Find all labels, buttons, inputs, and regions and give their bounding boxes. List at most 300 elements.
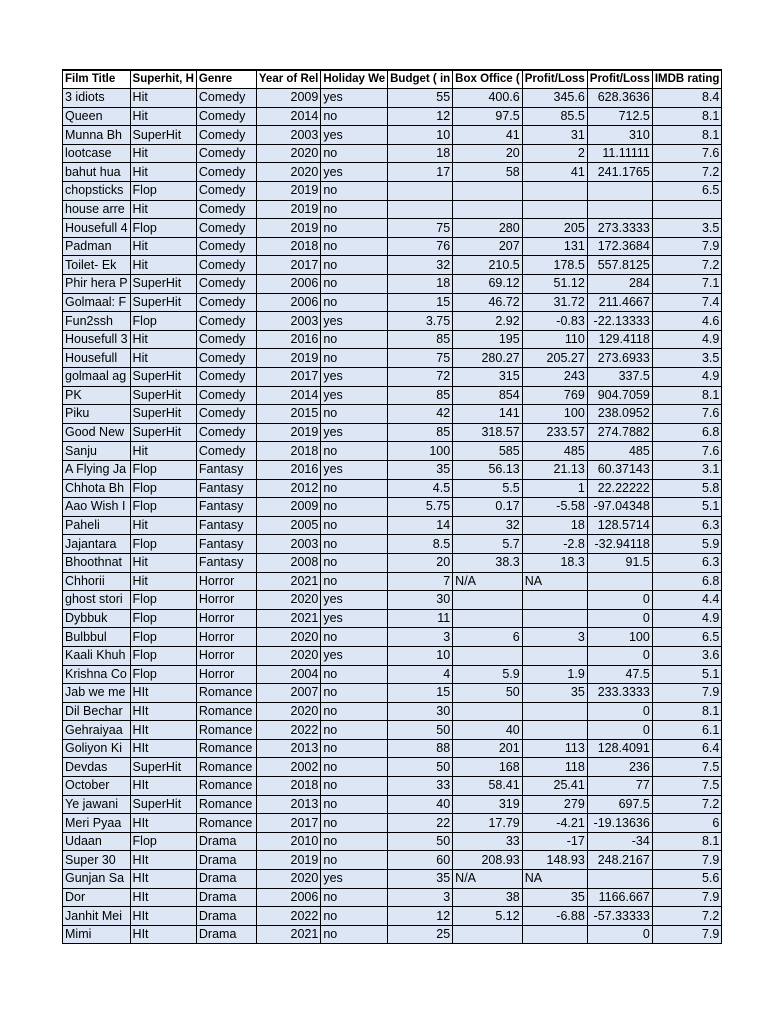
cell-profit-loss[interactable]: 31.72 bbox=[522, 293, 587, 312]
cell-box-office[interactable]: 5.9 bbox=[453, 665, 523, 684]
column-header-box-office[interactable]: Box Office ( bbox=[453, 70, 523, 89]
cell-profit-loss[interactable]: 35 bbox=[522, 888, 587, 907]
cell-budget[interactable]: 10 bbox=[388, 126, 453, 145]
cell-profit-loss[interactable]: 18 bbox=[522, 516, 587, 535]
cell-box-office[interactable] bbox=[453, 591, 523, 610]
cell-profit-loss[interactable]: -17 bbox=[522, 832, 587, 851]
column-header-rating-class[interactable]: Superhit, H bbox=[130, 70, 196, 89]
cell-profit-loss-pct[interactable]: 697.5 bbox=[587, 795, 652, 814]
cell-profit-loss-pct[interactable]: -57.33333 bbox=[587, 907, 652, 926]
cell-genre[interactable]: Comedy bbox=[196, 442, 256, 461]
cell-profit-loss[interactable] bbox=[522, 591, 587, 610]
cell-holiday-week[interactable]: no bbox=[321, 907, 388, 926]
cell-budget[interactable]: 3 bbox=[388, 628, 453, 647]
cell-profit-loss[interactable] bbox=[522, 200, 587, 219]
cell-box-office[interactable]: 0.17 bbox=[453, 498, 523, 517]
cell-profit-loss[interactable]: 118 bbox=[522, 758, 587, 777]
cell-box-office[interactable]: 40 bbox=[453, 721, 523, 740]
cell-imdb-rating[interactable]: 7.2 bbox=[652, 795, 722, 814]
cell-release-year[interactable]: 2012 bbox=[256, 479, 320, 498]
cell-box-office[interactable]: 201 bbox=[453, 739, 523, 758]
cell-imdb-rating[interactable]: 5.9 bbox=[652, 535, 722, 554]
cell-film-title[interactable]: October bbox=[63, 777, 131, 796]
cell-release-year[interactable]: 2017 bbox=[256, 256, 320, 275]
cell-release-year[interactable]: 2019 bbox=[256, 349, 320, 368]
cell-budget[interactable]: 88 bbox=[388, 739, 453, 758]
cell-profit-loss[interactable]: 243 bbox=[522, 368, 587, 387]
cell-holiday-week[interactable]: yes bbox=[321, 368, 388, 387]
cell-budget[interactable]: 15 bbox=[388, 684, 453, 703]
cell-profit-loss-pct[interactable]: 22.22222 bbox=[587, 479, 652, 498]
cell-rating-class[interactable]: Flop bbox=[130, 832, 196, 851]
cell-box-office[interactable]: 195 bbox=[453, 330, 523, 349]
cell-box-office[interactable]: 141 bbox=[453, 405, 523, 424]
cell-film-title[interactable]: Bhoothnat bbox=[63, 553, 131, 572]
cell-holiday-week[interactable]: no bbox=[321, 219, 388, 238]
cell-rating-class[interactable]: Hit bbox=[130, 349, 196, 368]
cell-budget[interactable]: 55 bbox=[388, 89, 453, 108]
cell-genre[interactable]: Fantasy bbox=[196, 460, 256, 479]
cell-holiday-week[interactable]: no bbox=[321, 795, 388, 814]
cell-rating-class[interactable]: HIt bbox=[130, 814, 196, 833]
cell-profit-loss[interactable]: 2 bbox=[522, 144, 587, 163]
cell-box-office[interactable] bbox=[453, 182, 523, 201]
cell-box-office[interactable]: N/A bbox=[453, 572, 523, 591]
cell-release-year[interactable]: 2006 bbox=[256, 293, 320, 312]
cell-holiday-week[interactable]: no bbox=[321, 758, 388, 777]
cell-profit-loss-pct[interactable]: 557.8125 bbox=[587, 256, 652, 275]
cell-release-year[interactable]: 2015 bbox=[256, 405, 320, 424]
cell-genre[interactable]: Comedy bbox=[196, 405, 256, 424]
cell-genre[interactable]: Romance bbox=[196, 684, 256, 703]
cell-profit-loss-pct[interactable]: 236 bbox=[587, 758, 652, 777]
cell-holiday-week[interactable]: no bbox=[321, 479, 388, 498]
cell-genre[interactable]: Comedy bbox=[196, 163, 256, 182]
cell-genre[interactable]: Drama bbox=[196, 832, 256, 851]
cell-profit-loss-pct[interactable]: 0 bbox=[587, 702, 652, 721]
cell-box-office[interactable]: 56.13 bbox=[453, 460, 523, 479]
cell-imdb-rating[interactable]: 7.4 bbox=[652, 293, 722, 312]
cell-rating-class[interactable]: Flop bbox=[130, 182, 196, 201]
cell-imdb-rating[interactable]: 4.4 bbox=[652, 591, 722, 610]
cell-imdb-rating[interactable]: 6.3 bbox=[652, 553, 722, 572]
cell-profit-loss[interactable]: 21.13 bbox=[522, 460, 587, 479]
cell-release-year[interactable]: 2007 bbox=[256, 684, 320, 703]
cell-film-title[interactable]: Housefull 3 bbox=[63, 330, 131, 349]
cell-film-title[interactable]: Gunjan Sa bbox=[63, 870, 131, 889]
cell-genre[interactable]: Romance bbox=[196, 702, 256, 721]
cell-profit-loss-pct[interactable]: 628.3636 bbox=[587, 89, 652, 108]
cell-release-year[interactable]: 2003 bbox=[256, 312, 320, 331]
cell-genre[interactable]: Drama bbox=[196, 888, 256, 907]
cell-rating-class[interactable]: Hit bbox=[130, 442, 196, 461]
cell-rating-class[interactable]: SuperHit bbox=[130, 126, 196, 145]
cell-release-year[interactable]: 2004 bbox=[256, 665, 320, 684]
cell-film-title[interactable]: house arre bbox=[63, 200, 131, 219]
cell-rating-class[interactable]: SuperHit bbox=[130, 293, 196, 312]
cell-holiday-week[interactable]: no bbox=[321, 237, 388, 256]
cell-imdb-rating[interactable]: 6.8 bbox=[652, 572, 722, 591]
cell-box-office[interactable]: 400.6 bbox=[453, 89, 523, 108]
cell-film-title[interactable]: ghost stori bbox=[63, 591, 131, 610]
cell-release-year[interactable]: 2005 bbox=[256, 516, 320, 535]
cell-profit-loss-pct[interactable]: 241.1765 bbox=[587, 163, 652, 182]
cell-profit-loss[interactable]: -4.21 bbox=[522, 814, 587, 833]
cell-rating-class[interactable]: HIt bbox=[130, 721, 196, 740]
cell-imdb-rating[interactable]: 6.3 bbox=[652, 516, 722, 535]
cell-genre[interactable]: Drama bbox=[196, 925, 256, 944]
cell-genre[interactable]: Romance bbox=[196, 721, 256, 740]
cell-budget[interactable]: 76 bbox=[388, 237, 453, 256]
cell-film-title[interactable]: Ye jawani bbox=[63, 795, 131, 814]
cell-profit-loss[interactable]: -6.88 bbox=[522, 907, 587, 926]
cell-budget[interactable]: 3.75 bbox=[388, 312, 453, 331]
cell-profit-loss[interactable]: 3 bbox=[522, 628, 587, 647]
cell-imdb-rating[interactable]: 7.6 bbox=[652, 442, 722, 461]
cell-box-office[interactable]: 5.7 bbox=[453, 535, 523, 554]
cell-budget[interactable]: 12 bbox=[388, 907, 453, 926]
cell-rating-class[interactable]: SuperHit bbox=[130, 423, 196, 442]
cell-profit-loss[interactable] bbox=[522, 646, 587, 665]
cell-holiday-week[interactable]: no bbox=[321, 256, 388, 275]
cell-imdb-rating[interactable]: 7.9 bbox=[652, 684, 722, 703]
cell-imdb-rating[interactable]: 6.5 bbox=[652, 182, 722, 201]
cell-box-office[interactable]: 6 bbox=[453, 628, 523, 647]
cell-rating-class[interactable]: Hit bbox=[130, 200, 196, 219]
cell-holiday-week[interactable]: yes bbox=[321, 386, 388, 405]
cell-imdb-rating[interactable]: 7.9 bbox=[652, 888, 722, 907]
cell-profit-loss-pct[interactable]: 273.3333 bbox=[587, 219, 652, 238]
cell-imdb-rating[interactable]: 8.4 bbox=[652, 89, 722, 108]
cell-profit-loss-pct[interactable]: 91.5 bbox=[587, 553, 652, 572]
cell-release-year[interactable]: 2021 bbox=[256, 572, 320, 591]
cell-film-title[interactable]: Udaan bbox=[63, 832, 131, 851]
cell-release-year[interactable]: 2018 bbox=[256, 237, 320, 256]
cell-rating-class[interactable]: SuperHit bbox=[130, 368, 196, 387]
cell-release-year[interactable]: 2002 bbox=[256, 758, 320, 777]
cell-profit-loss-pct[interactable]: 0 bbox=[587, 925, 652, 944]
cell-rating-class[interactable]: Hit bbox=[130, 89, 196, 108]
cell-holiday-week[interactable]: no bbox=[321, 516, 388, 535]
cell-budget[interactable]: 35 bbox=[388, 460, 453, 479]
cell-profit-loss[interactable]: NA bbox=[522, 572, 587, 591]
cell-profit-loss[interactable]: 31 bbox=[522, 126, 587, 145]
cell-imdb-rating[interactable]: 7.5 bbox=[652, 758, 722, 777]
column-header-release-year[interactable]: Year of Rel bbox=[256, 70, 320, 89]
cell-film-title[interactable]: Golmaal: F bbox=[63, 293, 131, 312]
cell-profit-loss[interactable]: 41 bbox=[522, 163, 587, 182]
cell-imdb-rating[interactable]: 8.1 bbox=[652, 702, 722, 721]
cell-box-office[interactable]: 97.5 bbox=[453, 107, 523, 126]
cell-profit-loss[interactable]: 178.5 bbox=[522, 256, 587, 275]
cell-box-office[interactable]: 58.41 bbox=[453, 777, 523, 796]
cell-imdb-rating[interactable]: 7.6 bbox=[652, 144, 722, 163]
cell-profit-loss[interactable]: 35 bbox=[522, 684, 587, 703]
cell-holiday-week[interactable]: no bbox=[321, 442, 388, 461]
cell-genre[interactable]: Comedy bbox=[196, 144, 256, 163]
cell-genre[interactable]: Comedy bbox=[196, 89, 256, 108]
cell-profit-loss[interactable]: NA bbox=[522, 870, 587, 889]
cell-holiday-week[interactable]: no bbox=[321, 107, 388, 126]
cell-genre[interactable]: Comedy bbox=[196, 126, 256, 145]
cell-genre[interactable]: Drama bbox=[196, 907, 256, 926]
cell-film-title[interactable]: Padman bbox=[63, 237, 131, 256]
cell-rating-class[interactable]: HIt bbox=[130, 702, 196, 721]
column-header-genre[interactable]: Genre bbox=[196, 70, 256, 89]
cell-budget[interactable]: 10 bbox=[388, 646, 453, 665]
cell-release-year[interactable]: 2021 bbox=[256, 609, 320, 628]
cell-release-year[interactable]: 2018 bbox=[256, 777, 320, 796]
cell-rating-class[interactable]: HIt bbox=[130, 888, 196, 907]
column-header-profit-loss-pct[interactable]: Profit/Loss bbox=[587, 70, 652, 89]
cell-film-title[interactable]: Munna Bh bbox=[63, 126, 131, 145]
cell-box-office[interactable]: 5.5 bbox=[453, 479, 523, 498]
cell-rating-class[interactable]: Flop bbox=[130, 591, 196, 610]
cell-budget[interactable] bbox=[388, 200, 453, 219]
cell-film-title[interactable]: Jajantara bbox=[63, 535, 131, 554]
cell-budget[interactable]: 75 bbox=[388, 219, 453, 238]
cell-profit-loss-pct[interactable]: 211.4667 bbox=[587, 293, 652, 312]
cell-imdb-rating[interactable]: 7.2 bbox=[652, 907, 722, 926]
cell-budget[interactable]: 11 bbox=[388, 609, 453, 628]
cell-budget[interactable]: 7 bbox=[388, 572, 453, 591]
cell-box-office[interactable]: 319 bbox=[453, 795, 523, 814]
cell-profit-loss-pct[interactable]: 284 bbox=[587, 275, 652, 294]
cell-budget[interactable]: 33 bbox=[388, 777, 453, 796]
cell-imdb-rating[interactable]: 4.9 bbox=[652, 368, 722, 387]
cell-rating-class[interactable]: Flop bbox=[130, 479, 196, 498]
cell-holiday-week[interactable]: no bbox=[321, 851, 388, 870]
cell-holiday-week[interactable]: no bbox=[321, 777, 388, 796]
cell-budget[interactable]: 30 bbox=[388, 591, 453, 610]
cell-holiday-week[interactable]: no bbox=[321, 628, 388, 647]
cell-release-year[interactable]: 2021 bbox=[256, 925, 320, 944]
cell-holiday-week[interactable]: yes bbox=[321, 591, 388, 610]
cell-genre[interactable]: Comedy bbox=[196, 275, 256, 294]
cell-rating-class[interactable]: Flop bbox=[130, 219, 196, 238]
cell-film-title[interactable]: Sanju bbox=[63, 442, 131, 461]
cell-profit-loss-pct[interactable]: 485 bbox=[587, 442, 652, 461]
cell-holiday-week[interactable]: yes bbox=[321, 89, 388, 108]
cell-holiday-week[interactable]: no bbox=[321, 349, 388, 368]
cell-box-office[interactable]: 210.5 bbox=[453, 256, 523, 275]
cell-box-office[interactable]: 46.72 bbox=[453, 293, 523, 312]
cell-profit-loss-pct[interactable]: 11.11111 bbox=[587, 144, 652, 163]
cell-film-title[interactable]: Aao Wish I bbox=[63, 498, 131, 517]
cell-film-title[interactable]: Goliyon Ki bbox=[63, 739, 131, 758]
cell-box-office[interactable]: 17.79 bbox=[453, 814, 523, 833]
cell-box-office[interactable] bbox=[453, 925, 523, 944]
cell-profit-loss-pct[interactable]: -32.94118 bbox=[587, 535, 652, 554]
cell-imdb-rating[interactable] bbox=[652, 200, 722, 219]
cell-film-title[interactable]: PK bbox=[63, 386, 131, 405]
cell-profit-loss-pct[interactable]: 0 bbox=[587, 591, 652, 610]
cell-imdb-rating[interactable]: 7.5 bbox=[652, 777, 722, 796]
cell-profit-loss-pct[interactable]: 712.5 bbox=[587, 107, 652, 126]
cell-box-office[interactable]: 50 bbox=[453, 684, 523, 703]
cell-film-title[interactable]: 3 idiots bbox=[63, 89, 131, 108]
cell-profit-loss-pct[interactable]: 248.2167 bbox=[587, 851, 652, 870]
cell-release-year[interactable]: 2020 bbox=[256, 163, 320, 182]
cell-imdb-rating[interactable]: 7.2 bbox=[652, 163, 722, 182]
cell-profit-loss-pct[interactable] bbox=[587, 182, 652, 201]
cell-budget[interactable]: 35 bbox=[388, 870, 453, 889]
column-header-film-title[interactable]: Film Title bbox=[63, 70, 131, 89]
cell-holiday-week[interactable]: no bbox=[321, 814, 388, 833]
cell-film-title[interactable]: Phir hera P bbox=[63, 275, 131, 294]
cell-box-office[interactable]: 2.92 bbox=[453, 312, 523, 331]
cell-genre[interactable]: Horror bbox=[196, 591, 256, 610]
cell-release-year[interactable]: 2020 bbox=[256, 870, 320, 889]
cell-imdb-rating[interactable]: 5.8 bbox=[652, 479, 722, 498]
cell-genre[interactable]: Horror bbox=[196, 609, 256, 628]
cell-film-title[interactable]: lootcase bbox=[63, 144, 131, 163]
cell-box-office[interactable]: 33 bbox=[453, 832, 523, 851]
cell-film-title[interactable]: Kaali Khuh bbox=[63, 646, 131, 665]
cell-release-year[interactable]: 2016 bbox=[256, 330, 320, 349]
cell-budget[interactable]: 18 bbox=[388, 275, 453, 294]
cell-genre[interactable]: Comedy bbox=[196, 237, 256, 256]
cell-profit-loss[interactable]: 25.41 bbox=[522, 777, 587, 796]
cell-profit-loss-pct[interactable]: 128.4091 bbox=[587, 739, 652, 758]
cell-budget[interactable]: 100 bbox=[388, 442, 453, 461]
cell-release-year[interactable]: 2009 bbox=[256, 89, 320, 108]
cell-profit-loss[interactable] bbox=[522, 702, 587, 721]
cell-genre[interactable]: Comedy bbox=[196, 349, 256, 368]
cell-genre[interactable]: Horror bbox=[196, 628, 256, 647]
cell-genre[interactable]: Comedy bbox=[196, 256, 256, 275]
cell-profit-loss-pct[interactable]: -97.04348 bbox=[587, 498, 652, 517]
cell-profit-loss-pct[interactable]: 233.3333 bbox=[587, 684, 652, 703]
cell-imdb-rating[interactable]: 3.1 bbox=[652, 460, 722, 479]
cell-film-title[interactable]: Housefull bbox=[63, 349, 131, 368]
cell-profit-loss-pct[interactable]: -34 bbox=[587, 832, 652, 851]
cell-profit-loss-pct[interactable] bbox=[587, 870, 652, 889]
cell-profit-loss[interactable]: 51.12 bbox=[522, 275, 587, 294]
cell-imdb-rating[interactable]: 7.9 bbox=[652, 925, 722, 944]
cell-box-office[interactable]: 208.93 bbox=[453, 851, 523, 870]
cell-box-office[interactable]: 585 bbox=[453, 442, 523, 461]
cell-budget[interactable]: 85 bbox=[388, 423, 453, 442]
cell-holiday-week[interactable]: no bbox=[321, 888, 388, 907]
cell-box-office[interactable]: 69.12 bbox=[453, 275, 523, 294]
cell-rating-class[interactable]: HIt bbox=[130, 925, 196, 944]
cell-release-year[interactable]: 2020 bbox=[256, 591, 320, 610]
cell-imdb-rating[interactable]: 4.9 bbox=[652, 330, 722, 349]
cell-profit-loss[interactable]: 485 bbox=[522, 442, 587, 461]
cell-rating-class[interactable]: SuperHit bbox=[130, 795, 196, 814]
cell-genre[interactable]: Comedy bbox=[196, 312, 256, 331]
cell-release-year[interactable]: 2022 bbox=[256, 907, 320, 926]
cell-budget[interactable]: 25 bbox=[388, 925, 453, 944]
cell-film-title[interactable]: Piku bbox=[63, 405, 131, 424]
cell-genre[interactable]: Comedy bbox=[196, 330, 256, 349]
cell-budget[interactable]: 42 bbox=[388, 405, 453, 424]
cell-imdb-rating[interactable]: 5.6 bbox=[652, 870, 722, 889]
cell-holiday-week[interactable]: no bbox=[321, 144, 388, 163]
cell-release-year[interactable]: 2019 bbox=[256, 219, 320, 238]
cell-release-year[interactable]: 2009 bbox=[256, 498, 320, 517]
cell-genre[interactable]: Comedy bbox=[196, 293, 256, 312]
cell-profit-loss-pct[interactable]: 0 bbox=[587, 609, 652, 628]
cell-rating-class[interactable]: Hit bbox=[130, 572, 196, 591]
cell-profit-loss-pct[interactable]: 47.5 bbox=[587, 665, 652, 684]
cell-profit-loss[interactable]: -0.83 bbox=[522, 312, 587, 331]
cell-holiday-week[interactable]: no bbox=[321, 498, 388, 517]
cell-film-title[interactable]: Janhit Mei bbox=[63, 907, 131, 926]
cell-film-title[interactable]: Queen bbox=[63, 107, 131, 126]
cell-genre[interactable]: Drama bbox=[196, 870, 256, 889]
cell-release-year[interactable]: 2016 bbox=[256, 460, 320, 479]
cell-rating-class[interactable]: SuperHit bbox=[130, 386, 196, 405]
cell-holiday-week[interactable]: no bbox=[321, 182, 388, 201]
cell-film-title[interactable]: golmaal ag bbox=[63, 368, 131, 387]
cell-profit-loss[interactable]: 110 bbox=[522, 330, 587, 349]
cell-imdb-rating[interactable]: 8.1 bbox=[652, 126, 722, 145]
cell-rating-class[interactable]: HIt bbox=[130, 870, 196, 889]
cell-budget[interactable]: 40 bbox=[388, 795, 453, 814]
cell-holiday-week[interactable]: no bbox=[321, 739, 388, 758]
cell-box-office[interactable] bbox=[453, 200, 523, 219]
cell-box-office[interactable] bbox=[453, 646, 523, 665]
cell-rating-class[interactable]: Hit bbox=[130, 237, 196, 256]
cell-film-title[interactable]: Paheli bbox=[63, 516, 131, 535]
cell-box-office[interactable]: 280 bbox=[453, 219, 523, 238]
cell-box-office[interactable]: 5.12 bbox=[453, 907, 523, 926]
cell-profit-loss-pct[interactable]: 1166.667 bbox=[587, 888, 652, 907]
cell-genre[interactable]: Fantasy bbox=[196, 535, 256, 554]
cell-genre[interactable]: Comedy bbox=[196, 200, 256, 219]
cell-genre[interactable]: Comedy bbox=[196, 107, 256, 126]
cell-box-office[interactable] bbox=[453, 609, 523, 628]
cell-rating-class[interactable]: Flop bbox=[130, 460, 196, 479]
cell-release-year[interactable]: 2022 bbox=[256, 721, 320, 740]
cell-profit-loss[interactable]: 131 bbox=[522, 237, 587, 256]
cell-profit-loss-pct[interactable]: 100 bbox=[587, 628, 652, 647]
cell-holiday-week[interactable]: yes bbox=[321, 460, 388, 479]
cell-rating-class[interactable]: Hit bbox=[130, 553, 196, 572]
cell-genre[interactable]: Fantasy bbox=[196, 479, 256, 498]
cell-profit-loss[interactable] bbox=[522, 609, 587, 628]
cell-release-year[interactable]: 2019 bbox=[256, 182, 320, 201]
cell-box-office[interactable]: 854 bbox=[453, 386, 523, 405]
column-header-imdb-rating[interactable]: IMDB rating bbox=[652, 70, 722, 89]
cell-profit-loss-pct[interactable]: 310 bbox=[587, 126, 652, 145]
cell-profit-loss[interactable]: 205 bbox=[522, 219, 587, 238]
cell-imdb-rating[interactable]: 6.5 bbox=[652, 628, 722, 647]
cell-genre[interactable]: Drama bbox=[196, 851, 256, 870]
cell-release-year[interactable]: 2017 bbox=[256, 814, 320, 833]
cell-release-year[interactable]: 2013 bbox=[256, 795, 320, 814]
cell-genre[interactable]: Fantasy bbox=[196, 498, 256, 517]
cell-film-title[interactable]: Chhorii bbox=[63, 572, 131, 591]
cell-box-office[interactable]: 207 bbox=[453, 237, 523, 256]
cell-profit-loss-pct[interactable]: -22.13333 bbox=[587, 312, 652, 331]
cell-imdb-rating[interactable]: 6.4 bbox=[652, 739, 722, 758]
cell-imdb-rating[interactable]: 8.1 bbox=[652, 386, 722, 405]
cell-box-office[interactable]: 280.27 bbox=[453, 349, 523, 368]
cell-rating-class[interactable]: Flop bbox=[130, 665, 196, 684]
cell-imdb-rating[interactable]: 6 bbox=[652, 814, 722, 833]
cell-genre[interactable]: Horror bbox=[196, 572, 256, 591]
cell-holiday-week[interactable]: no bbox=[321, 535, 388, 554]
cell-imdb-rating[interactable]: 8.1 bbox=[652, 832, 722, 851]
cell-profit-loss-pct[interactable]: 172.3684 bbox=[587, 237, 652, 256]
cell-holiday-week[interactable]: yes bbox=[321, 646, 388, 665]
cell-budget[interactable]: 85 bbox=[388, 330, 453, 349]
cell-profit-loss[interactable] bbox=[522, 182, 587, 201]
cell-rating-class[interactable]: HIt bbox=[130, 739, 196, 758]
